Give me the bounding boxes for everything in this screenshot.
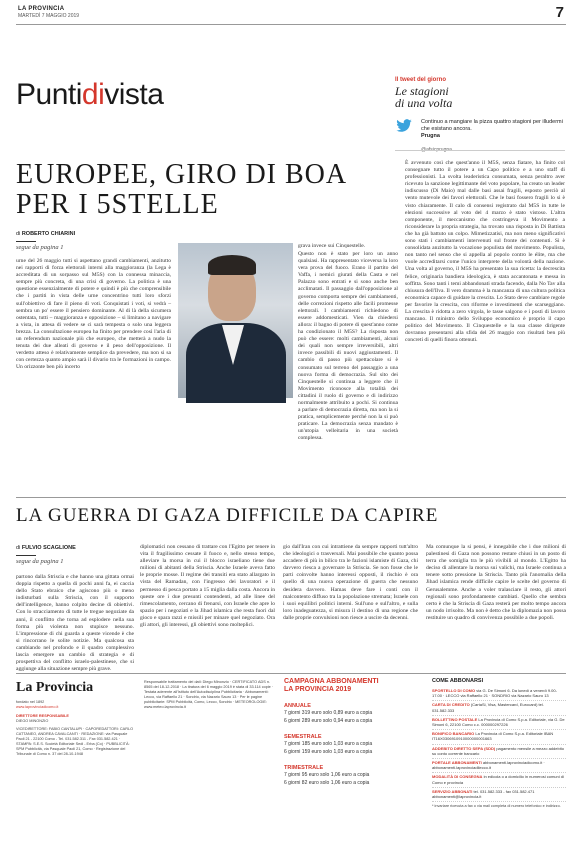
tweet-text xyxy=(421,119,571,140)
tweet-body: Continuo a mangiare la pizza quattro stagioni per illudermi che esistano ancora. xyxy=(421,119,563,132)
director-name: DIEGO MINONZIO xyxy=(16,719,49,723)
campaign-semester-label: SEMESTRALE xyxy=(284,734,322,740)
staff-text: VICEDIRETTORE: FABIO CANTALUPI · CAPOREDATTORI: CARLO CATTANEO, ANDREA CAVALCANTI · REDAZIONE: via Pasquale Paoli 21 - 22100 Como - Tel. 031.582.311 - Fax 031.582.421 · STAMPA: S.E.S. Società Editoriale Sedi - Erba (Co) · PUBBLICITÀ: SPM Pubblicità, via Pasquale Paoli 21, Como · Registrazione del Tribunale di Como n. 37 del 28-10-1948 xyxy=(16,727,134,756)
campaign-quarter-6: 6 giorni 82 euro solo 1,06 euro a copia xyxy=(284,780,370,786)
tweet-headline xyxy=(395,85,565,109)
article1-author: ROBERTO CHIARINI xyxy=(21,231,76,237)
director-label: DIRETTORE RESPONSABILE xyxy=(16,714,69,718)
tweet-rule xyxy=(395,150,565,151)
campaign-quarter-label: TRIMESTRALE xyxy=(284,765,324,771)
publisher-info: Responsabile trattamento dei dati: Diego Minonzio · CERTIFICATO ADS n. 8565 del 18-12-2018 · La tiratura del 6 maggio 2019 è stata di 33.114 copie · Testata aderente all'Istituto dell'Autodisciplina Pubblicitaria · Abbonamenti: Lecco, via Raffaello 21 · Sondrio, via Nazario Sauro 13 · Per le pagine pubblicitarie: SPM Pubblicità, Como, Lecco, Sondrio · METEOROLOGIE: www.meteo.laprovincia.it xyxy=(144,680,274,709)
article1-headline-line2: PER I 5STELLE xyxy=(16,189,219,220)
tweet-headline-line1: Le stagioni xyxy=(395,84,449,98)
howto-item xyxy=(432,716,566,730)
section-title xyxy=(16,78,163,112)
article1-column-1: urne del 26 maggio tutti si aspettano grandi cambiamenti, anzitutto nei rapporti di forza elettorali interni alla maggioranza (la Lega è accreditata di un sorpasso sul M5S) con la connessa minaccia, sempre più concreta, di una crisi di governo. La politica è una questione essenzialmente di potere e quindi è più che comprensibile che i partiti in vista delle urne concentrino tutti loro sforzi sull'obiettivo di fare il pieno di voti. Conquistati i voti, si vedrà – sembra un po' essere il pensiero dominante. Al di là della sicumera ostentata, tutti – maggioranza e opposizione – si limitano a navigare a vista, in attesa di vedere se ci sarà tempesta o solo una leggera brezza. La consultazione europea ha finito per prendere così l'aria di un referendum nazionale più che europeo, che metterà a nudo la tenuta dei due alleati di governo e il peso dell'opposizione. Il verdetto atteso è relativamente semplice da prevedere, ma non si sa con certezza quanto ampio sarà il divario tra le formazioni in campo. Un orizzonte ben più incerto xyxy=(16,258,171,371)
howto-title: COME ABBONARSI xyxy=(432,678,484,684)
article1-byline xyxy=(16,231,75,237)
tweet-headline-line2: di una volta xyxy=(395,96,453,110)
howto-item xyxy=(432,730,566,744)
howto-item xyxy=(432,773,566,787)
how-to-subscribe xyxy=(432,678,566,809)
page-header xyxy=(18,6,564,22)
masthead-info xyxy=(16,700,136,757)
tweet-box xyxy=(395,77,565,139)
article1-headline xyxy=(16,160,386,220)
article1-byline-rule xyxy=(16,241,36,242)
politician-photo xyxy=(178,243,293,398)
article2-column-2: diplomatici non cessano di trattare con l'Egitto per tenere in vita il fragilissimo cessate il fuoco e, nello stesso tempo, alleviare la morsa in cui il blocco israeliano tiene due milioni di abitanti della Striscia. Anche Israele aveva fatto le proprie mosse. Il regime dei transiti era stato allargato in vista del Ramadan, con l'ingresso dei lavoratori e il permesso di pesca portato a 15 miglia dalla costa. Ancora in queste ore i due presunti contendenti, ad alle linee del rimescolamento, cercano di frenarsi, con Israele che apre lo spazio per i negoziati e la Jihad islamica che resta fuori dal gioco e spara razzi e missili per minare quel negoziato. Ora gli attori, gli interessi, gli obiettivi sono molteplici. xyxy=(140,544,275,629)
campaign-semester-6: 6 giorni 159 euro solo 1,03 euro a copia xyxy=(284,749,373,755)
article2-column-3: gio dall'Iran con cui intrattiene da sempre rapporti tutt'altro che ideologici o trasversali. Mai possibile che quanto possa accadere di più in bilico tra le fazioni islamiste di Gaza, chi davvero riesca a governare la Striscia. Se non fosse che le parti coinvolte hanno interessi opposti, il rischio è ora quello di una nuova operazione di guerra che nessuno desidera davvero. Hamas deve fare i conti con il malcontento diffuso tra la popolazione stremata; Israele con i suoi equilibri politici interni. Sull'uno e sull'altro, e sulla loro inadeguatezza, si misura il destino di una regione che dalle proprie convulsioni non riesce a uscire da decenni. xyxy=(283,544,418,621)
publication-name: LA PROVINCIA xyxy=(18,6,65,12)
howto-item xyxy=(432,759,566,773)
page-number: 7 xyxy=(555,4,564,21)
howto-item-label: CARTA DI CREDITO xyxy=(432,702,470,708)
howto-item-label: SERVIZIO ABBONATI xyxy=(432,788,473,794)
twitter-bird-icon xyxy=(395,119,413,133)
article1-author-prefix: di xyxy=(16,231,21,237)
campaign-semester-7: 7 giorni 185 euro solo 1,03 euro a copia xyxy=(284,741,373,747)
website-link[interactable]: www.laprovinciadicomo.it xyxy=(16,705,59,709)
campaign-title-line2: LA PROVINCIA 2019 xyxy=(284,686,352,693)
howto-item-text: tel. 031.582.333 - fax 031.582.471 abbonamenti@laprovincia.it xyxy=(432,788,535,800)
howto-item-label: MODALITÀ DI CONSEGNA xyxy=(432,774,483,780)
howto-item-label: ADDEBITO DIRETTO SEPA (SDD) xyxy=(432,745,496,751)
howto-item xyxy=(432,687,566,701)
article-divider xyxy=(16,497,566,498)
campaign-annual-label: ANNUALE xyxy=(284,703,311,709)
howto-item-label: BOLLETTINO POSTALE xyxy=(432,716,478,722)
article2-kicker: segue da pagina 1 xyxy=(16,558,64,565)
howto-item xyxy=(432,745,566,759)
tweet-author: Prugna xyxy=(421,133,440,139)
newspaper-logo: La Provincia xyxy=(16,680,94,695)
photo-hair xyxy=(208,255,256,275)
section-title-part2: di xyxy=(81,78,105,111)
article1-col2-lead: grava invece sui Cinquestelle. xyxy=(298,243,366,249)
publication-date: MARTEDÌ 7 MAGGIO 2019 xyxy=(18,13,80,19)
howto-item-text: La Provincia di Como S.p.a. Editoriale IBAN IT16X0306910910000000001663 xyxy=(432,731,554,742)
founded-text: fondato nel 1892 xyxy=(16,700,45,704)
section-title-part1: Punti xyxy=(16,78,82,111)
article1-column-3: È avvenuto così che quest'anno il M5S, senza fiatare, ha finito col consegnare tutto il potere a un Capo politico e a uno staff di professionisti. La svolta leaderistica consumata, senza peraltro aver ricevuto la sanzione legittimante del voto popolare, ha creato un leader indiscusso (Di Maio) mal dalle basi assai fragili, esposto perciò al vento mutevole dei favori elettorali. Che le basi fossero fragili lo si è visto chiaramente. Il calo di consensi registrato dal M5S in tutte le elezioni successive al voto del 4 marzo è stato vistoso. L'altra componente, il meccanismo che costringeva il Movimento a riconsiderare la propria strategia, ha trovato una risposta in Di Battista che ha già battuto un colpo. Mimetizzatisi, ma non meno significativi sono stati i cambiamenti intervenuti sul fronte dei contenuti. Si è consolidata anzitutto la vocazione populista del movimento. Populista, non tanto nel senso che si appella al popolo contro le élite, ma che vuole accreditarsi come l'unico interprete della volontà della nazione. Una volta al governo, il M5S ha presentato la sua ricetta: la decrescita felice, originaria bandiera ideologica, è stata accantonata e messa in soffitta. Sono tanti i temi abbandonati strada facendo, dalla No Tav alla chiusura dell'Ilva. Il vero dramma è la mancanza di una cultura politica economica capace di guidare la crescita. Lo Stato deve cambiare regole per favorire la crescita, con riforme e investimenti che scarseggiano. La crescita è ridotta a zero virgola, le tasse salgono e i posti di lavoro mancano. Il ministro dello Sviluppo economico è proprio il capo politico del Movimento. Il Cinquestelle e la sua classe dirigente dovranno presentarsi alla sfida del 26 maggio con risultati ben più concreti di quelli finora ottenuti. xyxy=(405,160,565,344)
howto-item-label: PORTALE ABBONAMENTI xyxy=(432,760,482,766)
article2-byline xyxy=(16,545,76,551)
campaign-title-line1: CAMPAGNA ABBONAMENTI xyxy=(284,678,379,685)
howto-item-text: pagamento mensile a mezzo addebito su conto corrente bancario xyxy=(432,745,564,756)
campaign-title xyxy=(284,678,424,694)
article2-headline: LA GUERRA DI GAZA DIFFICILE DA CAPIRE xyxy=(16,505,439,526)
tweet-kicker: Il tweet del giorno xyxy=(395,77,447,83)
header-rule xyxy=(16,24,566,25)
howto-item-text: via G. De Simoni 6. Da lunedì a venerdì 9.00-17.00 · LECCO via Raffaello 21 · SONDRIO via Nazario Sauro 13 xyxy=(432,688,557,699)
article2-byline-rule xyxy=(16,555,36,556)
article2-column-1: partono dalla Striscia e che hanno una gittata ormai doppia rispetto a quella di pochi anni fa, ei caccia dello Stato ebraico che agiscono più o meno indisturbati sulla Striscia, con il supporto dell'intelligence, hanno colpito decine di obiettivi. Con lo stracciamento di tutte le tregue negoziate da anni, il conflitto che torna ad esplodere nella sua forma più violenta non stupisce nessuno. L'impressione di chi guarda a queste vicende è che si rincorrano le solite notizie. Ma qualcosa sta cambiando nel profondo e il quadro complessivo lascia emergere un cambio di strategia e di prospettiva del conflitto israelo-palestinese, che si aggiunge alla situazione sempre più grave. xyxy=(16,574,134,673)
howto-item-label: BONIFICO BANCARIO xyxy=(432,731,475,737)
article2-author: FULVIO SCAGLIONE xyxy=(21,545,76,551)
subscription-campaign xyxy=(284,678,424,787)
article1-kicker: segue da pagina 1 xyxy=(16,244,64,251)
howto-item-label: SPORTELLO DI COMO xyxy=(432,688,476,693)
page-footer xyxy=(16,673,566,843)
campaign-annual-6: 6 giorni 289 euro solo 0,94 euro a copia xyxy=(284,718,373,724)
howto-note: * invariare ricevuta a fax o via mail completa di numero telefonico e indirizzo. xyxy=(432,804,561,809)
article1-headline-line1: EUROPEE, GIRO DI BOA xyxy=(16,159,348,190)
campaign-annual-7: 7 giorni 319 euro solo 0,89 euro a copia xyxy=(284,710,373,716)
section-title-part3: vista xyxy=(104,78,164,111)
howto-item-text: abbonamenti.laprovinciadicomo.it · abbonamenti.laprovinciadilecco.it xyxy=(432,760,545,771)
article2-author-prefix: di xyxy=(16,545,21,551)
article2-column-4: Ma comunque la si pensi, è innegabile che i due milioni di palestinesi di Gaza non possono restare chiusi in un posto di terra che somiglia tra le più vivibili al mondo. L'Egitto ha deciso di allentare la morsa sui valichi, ma Israele continua a tenere sotto pressione la Striscia. Tanto più l'anomalia della Jihad islamica rende difficile capire le scelte del governo di Gerusalemme. Anche a voler tralasciare il resto, gli attori regionali sono profondamente cambiati. Quello che sembra certo è che la Striscia di Gaza resterà per molto tempo ancora un nodo irrisolto. Ma non è detto che la diplomazia non possa restituire un quadro di convivenza possibile a due popoli. xyxy=(426,544,566,621)
howto-item-text: in edicola o a domicilio in numerosi comuni di Como e provincia xyxy=(432,774,564,785)
campaign-quarter-7: 7 giorni 95 euro solo 1,06 euro a copia xyxy=(284,772,370,778)
howto-item xyxy=(432,788,566,802)
howto-item-text: (CartaSi, Visa, Mastercard, Eurocard) tel. 031.582.333 xyxy=(432,702,544,713)
article1-column-2: Questo non è stato per loro un anno qualsiasi. Ha rappresentato viceversa la loro vera prova del fuoco. Erano il partito del Vaffa, i nemici giurati della Casta e nel Palazzo sono entrati e si sono anche ben acclimatati. Il passaggio dall'opposizione al governo comporta sempre dei cambiamenti, delle correzioni rispetto alle facili promesse elettorali. I cambiamenti richiedono di essere addomesticati. Vien da chiedersi allora: il bagno di potere di quest'anno come ha condizionato il M5S? La risposta non può che essere: molti cambiamenti, alcuni dei quali non sempre irreversibili, altri invece passibili di nuovi aggiustamenti. Il cambio di passo più spettacolare si è consumato sul terreno del passaggio a una nuova forma di democrazia. Sul sito dei Cinquestelle si continua a leggere che il Movimento riconosce alla totalità dei cittadini il ruolo di governo e di indirizzo normalmente attribuito a pochi. Si continua a parlare di democrazia diretta, ma non la si pratica, semplicemente perché non la si può praticare. La democrazia senza mandato è un'utopia velleitaria in una società complessa. xyxy=(298,251,398,442)
howto-item xyxy=(432,701,566,715)
howto-item-text: La Provincia di Como S.p.a. Editoriale, via G. De Simoni 6, 22100 Como c.c. 000000297226 xyxy=(432,716,565,728)
